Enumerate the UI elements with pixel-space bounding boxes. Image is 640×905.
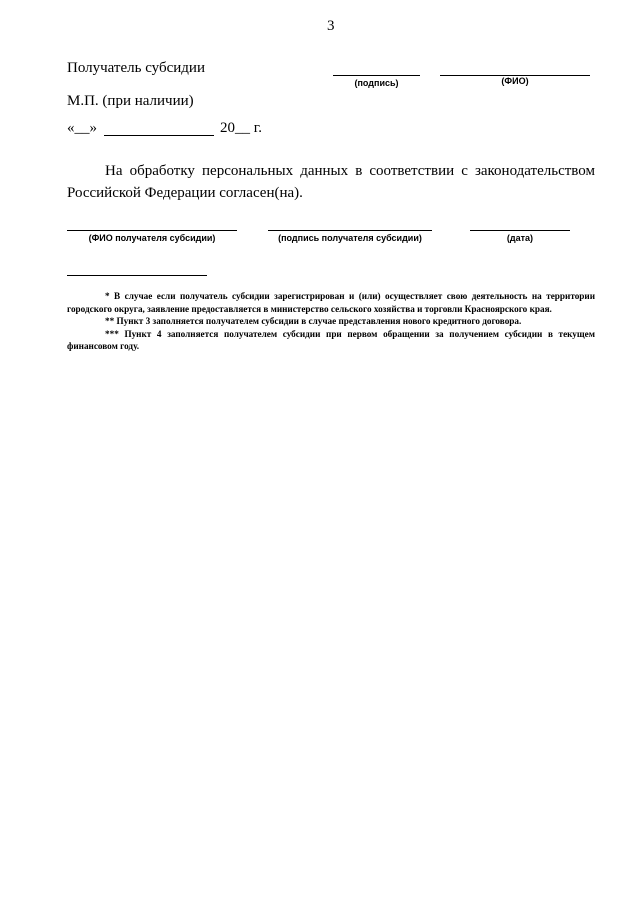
date-year: 20__ г. <box>220 120 262 136</box>
signature-line <box>333 75 420 76</box>
footnotes <box>67 290 595 353</box>
fio-caption: (ФИО) <box>501 76 529 86</box>
recipient-label: Получатель субсидии <box>67 60 205 76</box>
consent-paragraph: На обработку персональных данных в соответствии с законодательством Российской Федерации согласен(на). <box>67 163 595 201</box>
stamp-label: М.П. (при наличии) <box>67 93 194 109</box>
footnote-2: ** Пункт 3 заполняется получателем субсидии в случае представления нового кредитного договора. <box>105 316 522 326</box>
consent-fio-line <box>67 230 237 231</box>
consent-fio-caption: (ФИО получателя субсидии) <box>88 233 216 243</box>
consent-date-caption: (дата) <box>506 233 534 243</box>
date-day: «__» <box>67 120 97 136</box>
consent-signature-line <box>268 230 432 231</box>
footnote-1: * В случае если получатель субсидии зарегистрирован и (или) осуществляет свою деятельность на территории городского округа, заявление предоставляется в министерство сельского хозяйства и торговли Красноярского края. <box>67 291 595 314</box>
signature-caption: (подпись) <box>354 78 399 88</box>
footnote-separator <box>67 275 207 276</box>
footnote-3: *** Пункт 4 заполняется получателем субсидии при первом обращении за получением субсидии в текущем финансовом году. <box>67 328 595 351</box>
page-number: 3 <box>327 18 335 34</box>
consent-date-line <box>470 230 570 231</box>
date-month-line <box>104 135 214 136</box>
consent-signature-caption: (подпись получателя субсидии) <box>278 233 422 243</box>
